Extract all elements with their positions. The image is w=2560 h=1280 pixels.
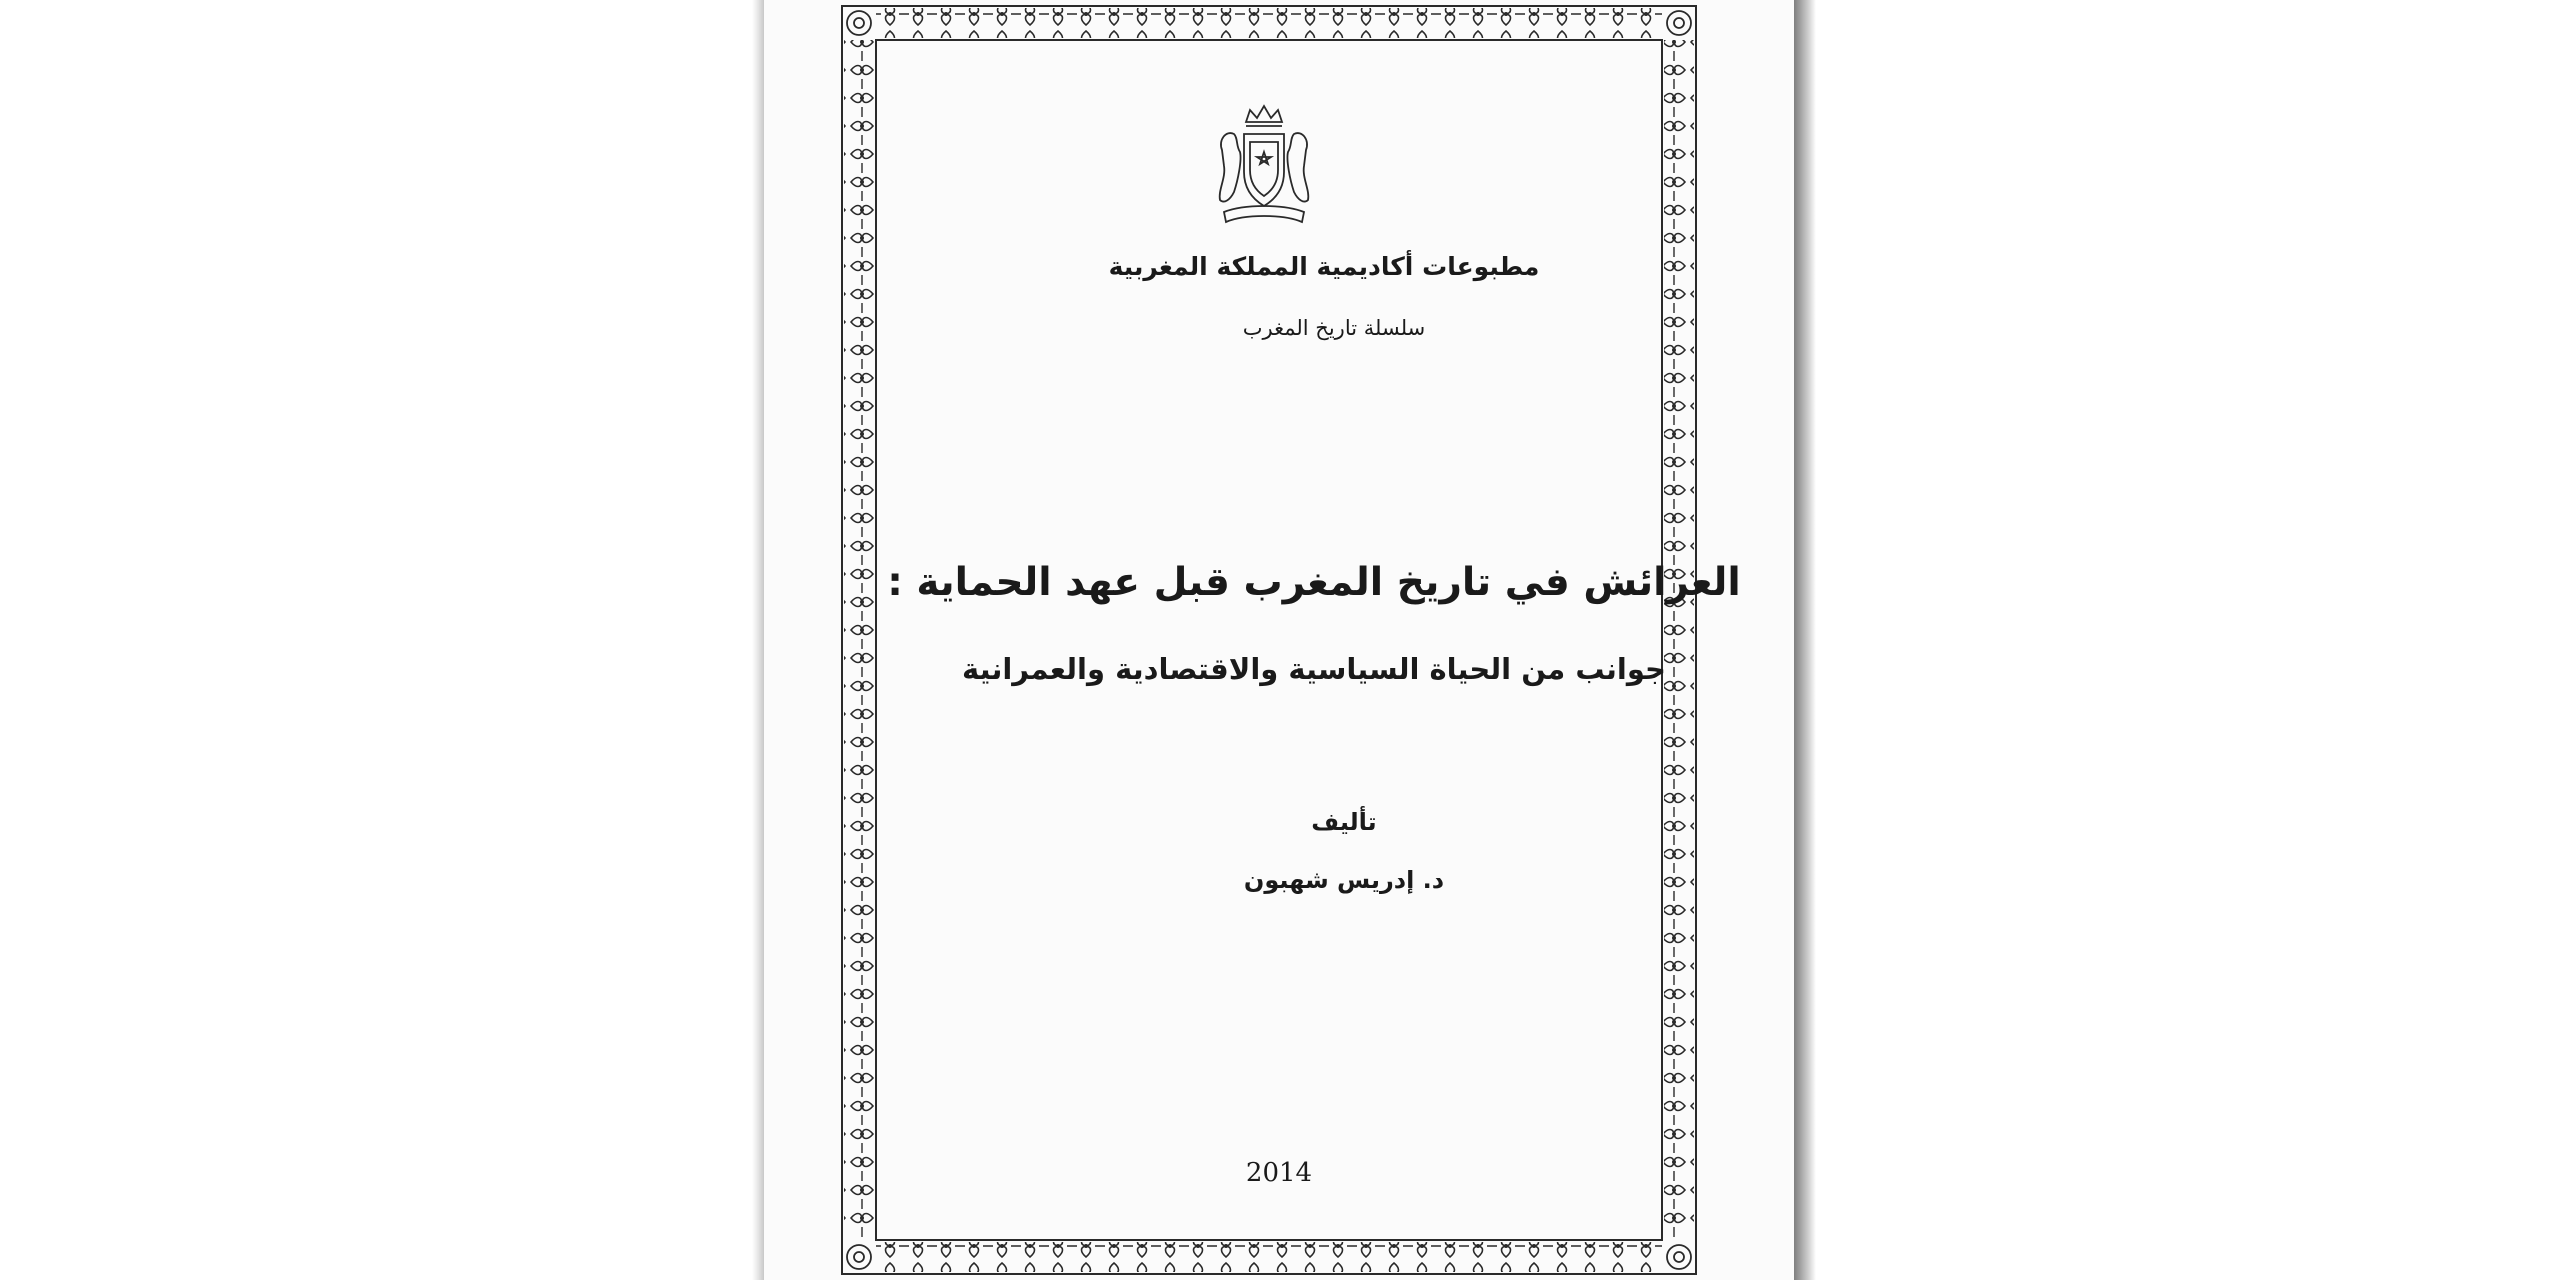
publisher-line: مطبوعات أكاديمية المملكة المغربية [1108, 252, 1540, 281]
publication-year: 2014 [1245, 1158, 1313, 1188]
author-name: د. إدريس شهبون [1243, 866, 1445, 894]
book-subtitle: جوانب من الحياة السياسية والاقتصادية والعمرانية [962, 652, 1666, 686]
coat-of-arms-emblem-icon [1204, 100, 1324, 230]
series-line: سلسلة تاريخ المغرب [1242, 316, 1426, 340]
book-title: العرائش في تاريخ المغرب قبل عهد الحماية : [887, 560, 1741, 605]
author-label: تأليف [1311, 808, 1377, 836]
page-left-edge-shadow [752, 0, 764, 1280]
book-cover-page [764, 0, 1794, 1280]
